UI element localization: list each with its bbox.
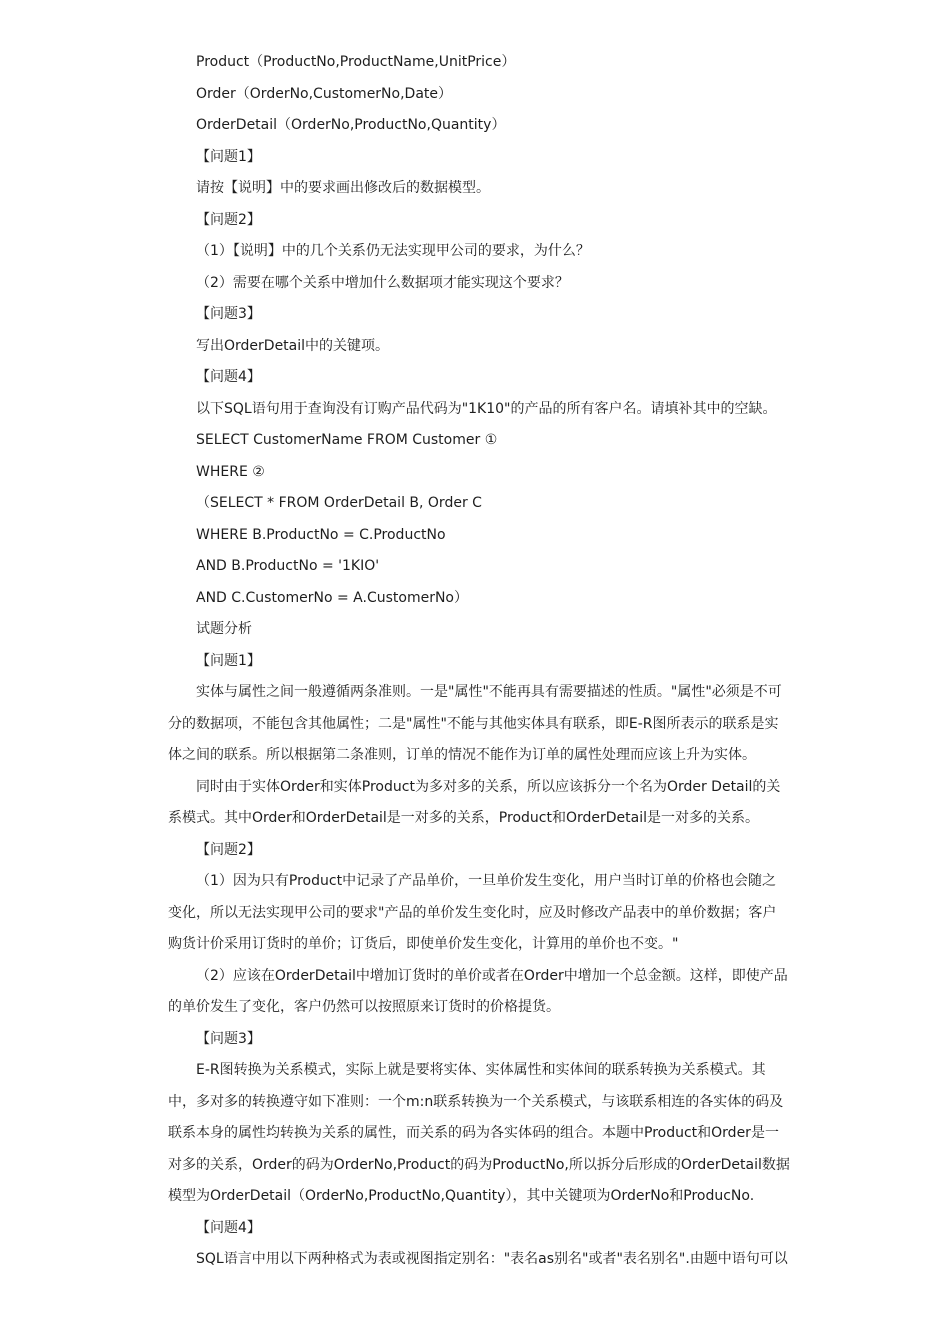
text-line: 实体与属性之间一般遵循两条准则。一是"属性"不能再具有需要描述的性质。"属性"必须是不可	[196, 684, 782, 700]
text-line: 【问题4】	[196, 1220, 261, 1236]
text-line: 【问题3】	[196, 1031, 261, 1047]
text-line: 【问题4】	[196, 369, 261, 385]
text-line: 的单价发生了变化，客户仍然可以按照原来订货时的价格提货。	[168, 999, 560, 1015]
text-line: 对多的关系，Order的码为OrderNo,Product的码为ProductNo,所以拆分后形成的OrderDetail数据	[168, 1157, 790, 1173]
text-line: 请按【说明】中的要求画出修改后的数据模型。	[196, 180, 490, 196]
text-line: （2）应该在OrderDetail中增加订货时的单价或者在Order中增加一个总金额。这样，即使产品	[196, 968, 788, 984]
text-line: 【问题1】	[196, 149, 261, 165]
text-line: 试题分析	[196, 621, 252, 637]
text-line: Product（ProductNo,ProductName,UnitPrice）	[196, 54, 516, 70]
text-line: 变化，所以无法实现甲公司的要求"产品的单价发生变化时，应及时修改产品表中的单价数据；客户	[168, 905, 777, 921]
text-line: AND C.CustomerNo = A.CustomerNo）	[196, 590, 469, 606]
text-line: （1）【说明】中的几个关系仍无法实现甲公司的要求，为什么？	[196, 243, 590, 259]
text-line: SELECT CustomerName FROM Customer ①	[196, 432, 498, 448]
text-line: 【问题3】	[196, 306, 261, 322]
text-line: 系模式。其中Order和OrderDetail是一对多的关系，Product和OrderDetail是一对多的关系。	[168, 810, 759, 826]
text-line: SQL语言中用以下两种格式为表或视图指定别名："表名as别名"或者"表名别名".由题中语句可以	[196, 1251, 788, 1267]
text-line: 【问题2】	[196, 842, 261, 858]
text-line: 【问题1】	[196, 653, 261, 669]
text-line: AND B.ProductNo = '1KIO'	[196, 558, 380, 574]
text-line: 联系本身的属性均转换为关系的属性，而关系的码为各实体码的组合。本题中Product和Order是一	[168, 1125, 779, 1141]
text-line: 购货计价采用订货时的单价；订货后，即使单价发生变化，计算用的单价也不变。"	[168, 936, 679, 952]
text-line: 以下SQL语句用于查询没有订购产品代码为"1K10"的产品的所有客户名。请填补其中的空缺。	[196, 401, 777, 417]
text-line: OrderDetail（OrderNo,ProductNo,Quantity）	[196, 117, 506, 133]
text-line: 【问题2】	[196, 212, 261, 228]
text-line: 模型为OrderDetail（OrderNo,ProductNo,Quantity），其中关键项为OrderNo和ProducNo.	[168, 1188, 755, 1204]
text-line: WHERE ②	[196, 464, 265, 480]
text-line: 中，多对多的转换遵守如下准则：一个m:n联系转换为一个关系模式，与该联系相连的各实体的码及	[168, 1094, 784, 1110]
text-line: （1）因为只有Product中记录了产品单价，一旦单价发生变化，用户当时订单的价格也会随之	[196, 873, 777, 889]
text-line: Order（OrderNo,CustomerNo,Date）	[196, 86, 453, 102]
text-line: （SELECT * FROM OrderDetail B, Order C	[196, 495, 482, 511]
text-line: （2）需要在哪个关系中增加什么数据项才能实现这个要求？	[196, 275, 569, 291]
text-line: 同时由于实体Order和实体Product为多对多的关系，所以应该拆分一个名为Order Detail的关	[196, 779, 781, 795]
text-line: 分的数据项，不能包含其他属性；二是"属性"不能与其他实体具有联系，即E-R图所表示的联系是实	[168, 716, 779, 732]
text-line: 体之间的联系。所以根据第二条准则，订单的情况不能作为订单的属性处理而应该上升为实体。	[168, 747, 756, 763]
text-line: E-R图转换为关系模式，实际上就是要将实体、实体属性和实体间的联系转换为关系模式。其	[196, 1062, 766, 1078]
text-line: 写出OrderDetail中的关键项。	[196, 338, 390, 354]
text-line: WHERE B.ProductNo = C.ProductNo	[196, 527, 446, 543]
